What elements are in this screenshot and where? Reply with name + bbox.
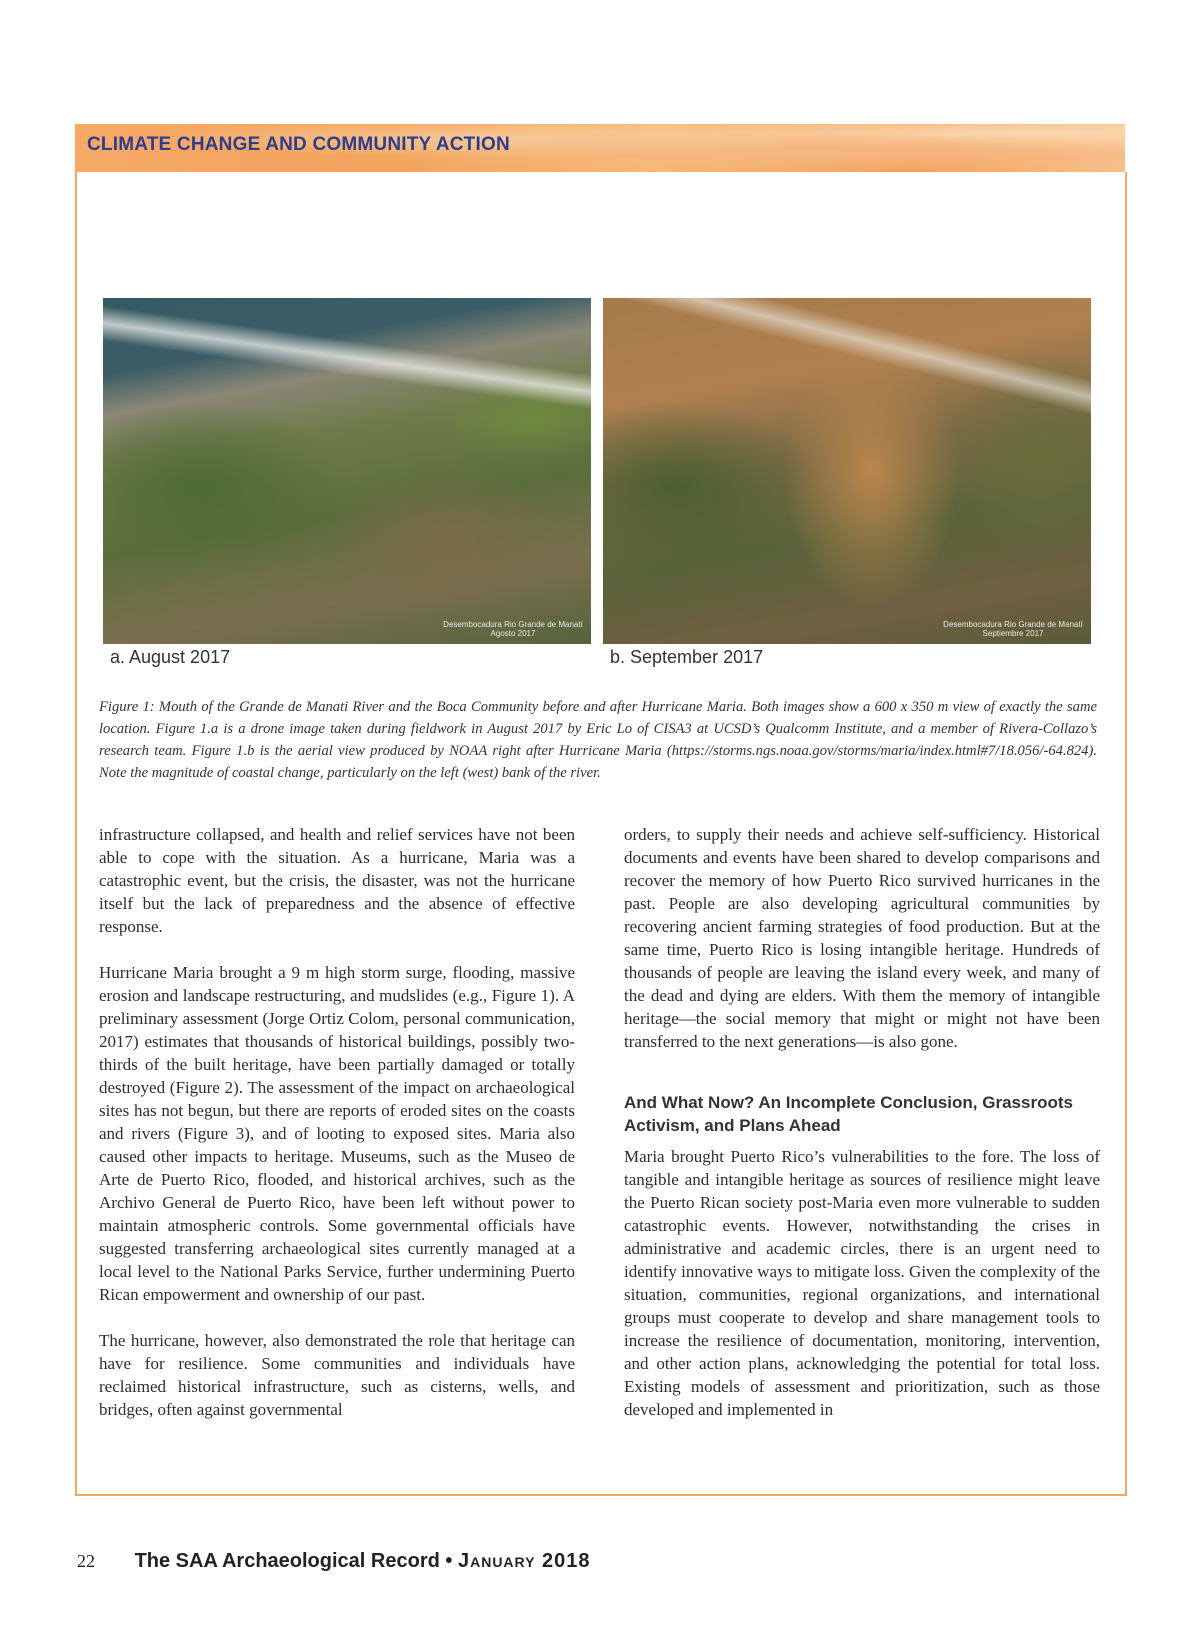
right-column bbox=[624, 823, 1100, 1444]
photo-watermark bbox=[943, 620, 1083, 638]
watermark-line: Septiembre 2017 bbox=[982, 629, 1044, 638]
photo-label-a: a. August 2017 bbox=[110, 647, 231, 667]
figure-caption: Figure 1: Mouth of the Grande de Manati River and the Boca Community before and after Hurricane Maria. Both images show a 600 x 350 m view of exactly the same location. Figure 1.a is a drone image taken during fieldwork in August 2017 by Eric Lo of CISA3 at UCSD’s Qualcomm Institute, and a member of Rivera-Collazo’s research team. Figure 1.b is the aerial view produced by NOAA right after Hurricane Maria (https://storms.ngs.noaa.gov/storms/maria/index.html#7/18.056/-64.824). Note the magnitude of coastal change, particularly on the left (west) bank of the river. bbox=[99, 699, 1097, 781]
body-paragraph: Maria brought Puerto Rico’s vulnerabilities to the fore. The loss of tangible and intangible heritage as sources of resilience might leave the Puerto Rican society post-Maria even more vulnerable to sudden catastrophic events. However, notwithstanding the crises in administrative and academic circles, there is an urgent need to identify innovative ways to mitigate loss. Given the complexity of the situation, communities, regional organizations, and international groups must cooperate to develop and share management tools to increase the resilience of documentation, monitoring, intervention, and other action plans, acknowledging the potential for total loss. Existing models of assessment and prioritization, such as those developed and implemented in bbox=[624, 1147, 1100, 1419]
surf-line bbox=[103, 299, 591, 415]
watermark-line: Desembocadura Rio Grande de Manatí bbox=[943, 620, 1083, 629]
section-banner bbox=[75, 124, 1125, 172]
publication-title: The SAA Archaeological Record bbox=[134, 1550, 440, 1572]
figure-photo-september bbox=[603, 298, 1091, 644]
watermark-line: Agosto 2017 bbox=[490, 629, 536, 638]
photo-label-b: b. September 2017 bbox=[610, 647, 764, 667]
section-title: CLIMATE CHANGE AND COMMUNITY ACTION bbox=[87, 134, 510, 155]
surf-line bbox=[603, 298, 1091, 424]
footer-separator: • bbox=[445, 1550, 453, 1572]
left-column bbox=[99, 823, 575, 1444]
section-heading: And What Now? An Incomplete Conclusion, Grassroots Activism, and Plans Ahead bbox=[624, 1093, 1073, 1135]
page-number: 22 bbox=[77, 1551, 95, 1571]
photo-watermark bbox=[443, 620, 583, 638]
body-paragraph: orders, to supply their needs and achieve self-sufficiency. Historical documents and events have been shared to develop comparisons and recover the memory of how Puerto Rico survived hurricanes in the past. People are also developing agricultural communities by recovering ancient farming strategies of food production. But at the same time, Puerto Rico is losing intangible heritage. Hundreds of thousands of people are leaving the island every week, and many of the dead and dying are elders. With them the memory of intangible heritage—the social memory that might or might not have been transferred to the next generations—is also gone. bbox=[624, 825, 1100, 1051]
body-paragraph: The hurricane, however, also demonstrated the role that heritage can have for resilience. Some communities and individuals have reclaimed historical infrastructure, such as cisterns, wells, and bridges, often against governmental bbox=[99, 1331, 575, 1419]
figure-photo-august bbox=[103, 298, 591, 644]
page-footer bbox=[77, 1550, 591, 1573]
body-paragraph: Hurricane Maria brought a 9 m high storm surge, flooding, massive erosion and landscape restructuring, and mudslides (e.g., Figure 1). A preliminary assessment (Jorge Ortiz Colom, personal communication, 2017) estimates that thousands of historical buildings, possibly two-thirds of the built heritage, have been partially damaged or totally destroyed (Figure 2). The assessment of the impact on archaeological sites has not begun, but there are reports of eroded sites on the coasts and rivers (Figure 3), and of looting to exposed sites. Maria also caused other impacts to heritage. Museums, such as the Museo de Arte de Puerto Rico, flooded, and historical archives, such as the Archivo General de Puerto Rico, have been left without power to maintain atmospheric controls. Some governmental officials have suggested transferring archaeological sites currently managed at a local level to the National Parks Service, further undermining Puerto Rican empowerment and ownership of our past. bbox=[99, 963, 575, 1304]
issue-date: January 2018 bbox=[457, 1550, 591, 1572]
body-paragraph: infrastructure collapsed, and health and relief services have not been able to cope with the situation. As a hurricane, Maria was a catastrophic event, but the crisis, the disaster, was not the hurricane itself but the lack of preparedness and the absence of effective response. bbox=[99, 825, 575, 936]
watermark-line: Desembocadura Rio Grande de Manatí bbox=[443, 620, 583, 629]
